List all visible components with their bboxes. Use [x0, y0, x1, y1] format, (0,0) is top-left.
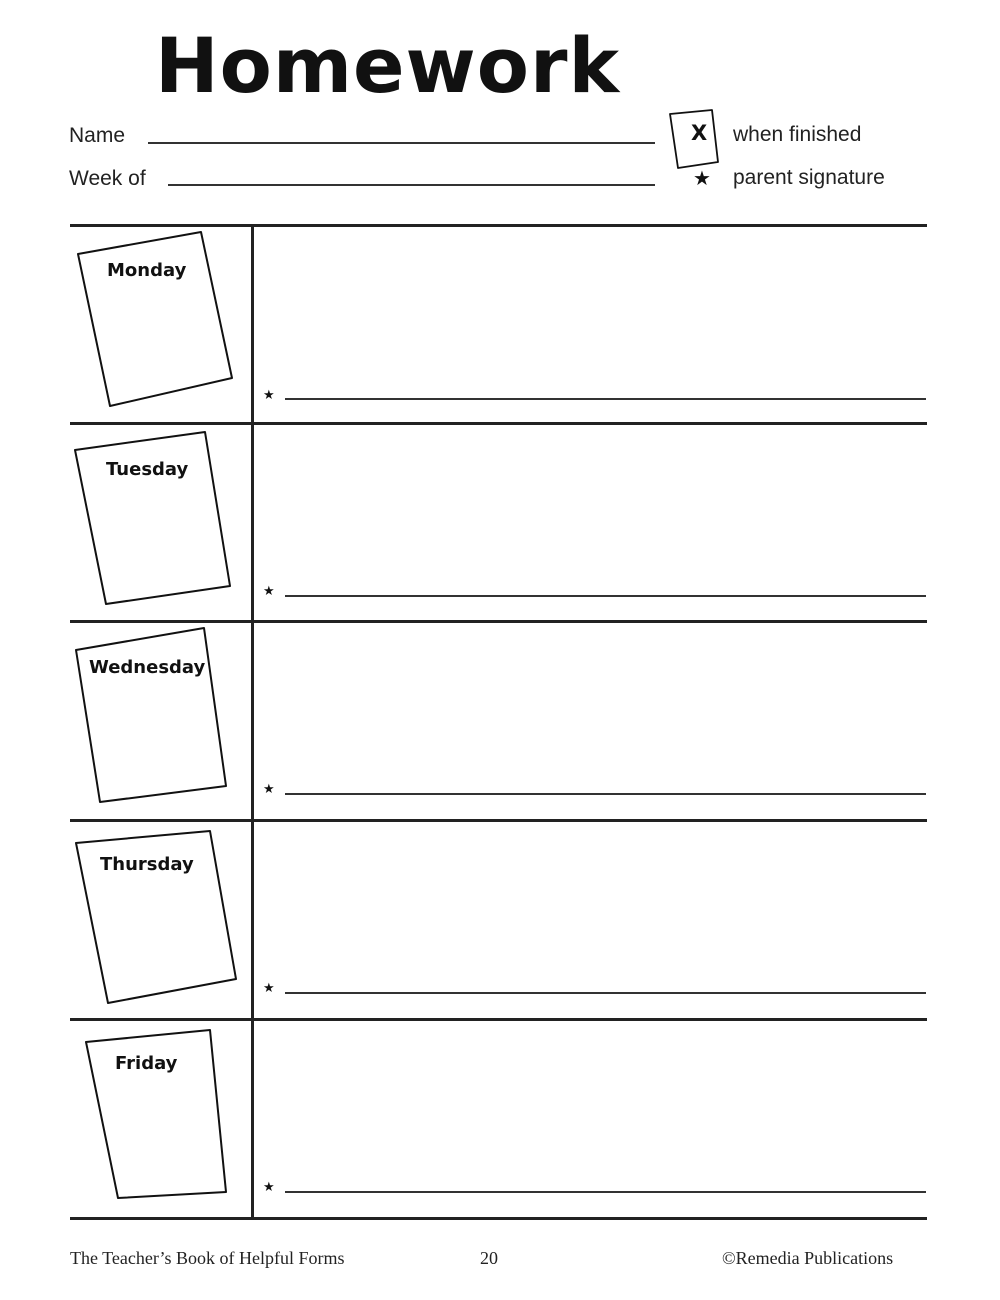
signature-line[interactable] — [285, 1191, 926, 1193]
day-row-tuesday — [70, 424, 927, 622]
day-label-monday: Monday — [107, 260, 187, 281]
legend-finished: when finished — [733, 123, 862, 146]
paper-icon — [70, 1020, 250, 1218]
signature-line[interactable] — [285, 793, 926, 795]
day-row-monday — [70, 226, 927, 424]
star-icon: ★ — [263, 1180, 275, 1195]
star-icon: ★ — [263, 388, 275, 403]
day-row-thursday — [70, 821, 927, 1019]
paper-icon — [70, 622, 250, 820]
day-label-wednesday: Wednesday — [89, 657, 206, 678]
footer-copyright: ©Remedia Publications — [722, 1248, 894, 1268]
day-label-thursday: Thursday — [100, 854, 194, 875]
x-mark-icon: X — [691, 121, 708, 145]
page-title: Homework — [155, 21, 621, 110]
week-line[interactable] — [168, 184, 655, 186]
day-label-friday: Friday — [115, 1053, 178, 1074]
star-icon: ★ — [693, 166, 711, 190]
legend-signature: parent signature — [733, 166, 885, 189]
day-label-tuesday: Tuesday — [106, 459, 189, 480]
star-icon: ★ — [263, 782, 275, 797]
paper-icon — [70, 821, 250, 1019]
week-label: Week of — [69, 167, 146, 190]
footer-page-number: 20 — [480, 1248, 498, 1268]
name-line[interactable] — [148, 142, 655, 144]
paper-icon — [70, 424, 250, 622]
star-icon: ★ — [263, 981, 275, 996]
signature-line[interactable] — [285, 398, 926, 400]
paper-icon — [70, 226, 250, 424]
day-row-friday — [70, 1020, 927, 1218]
name-label: Name — [69, 124, 126, 147]
signature-line[interactable] — [285, 992, 926, 994]
star-icon: ★ — [263, 584, 275, 599]
signature-line[interactable] — [285, 595, 926, 597]
day-row-wednesday — [70, 622, 927, 820]
footer-book-title: The Teacher’s Book of Helpful Forms — [70, 1248, 345, 1268]
